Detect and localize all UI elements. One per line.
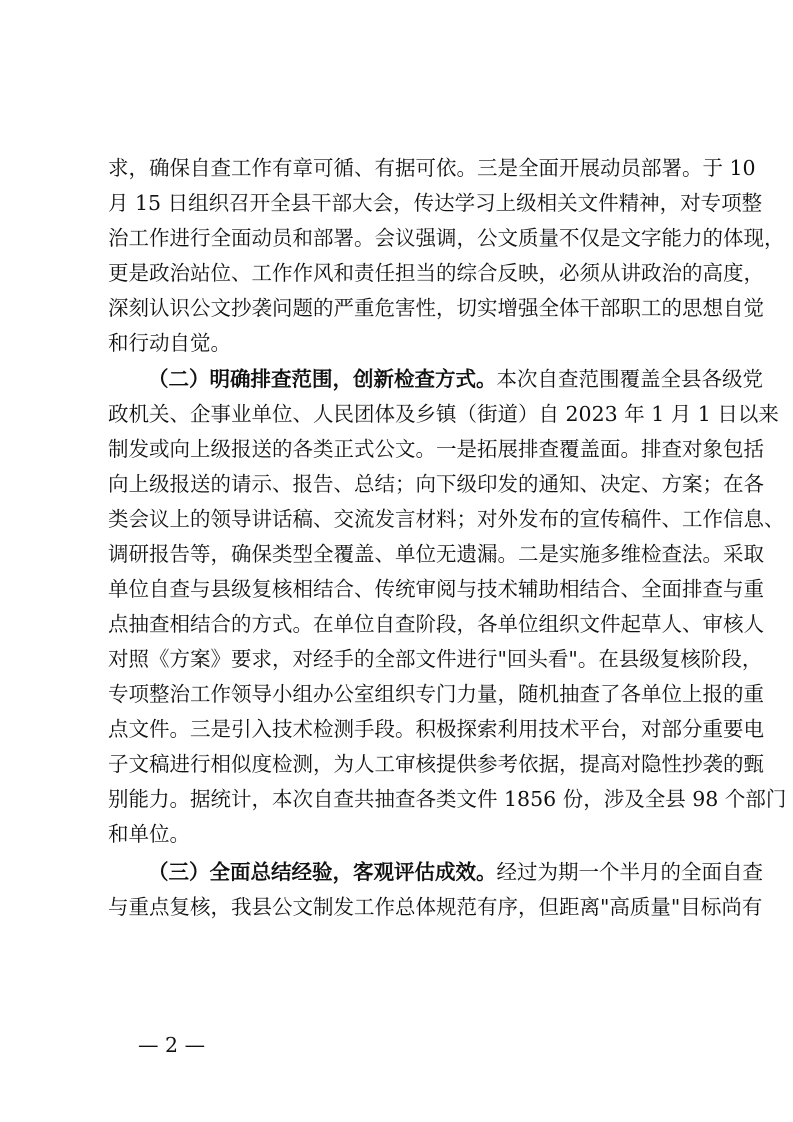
text-line: 更是政治站位、工作作风和责任担当的综合反映，必须从讲政治的高度， [108,261,764,285]
text-line: 单位自查与县级复核相结合、传统审阅与技术辅助相结合、全面排查与重 [108,577,764,601]
text-line: 子文稿进行相似度检测，为人工审核提供参考依据，提高对隐性抄袭的甄 [108,752,764,776]
paragraph-2-first-line [148,362,763,396]
page-number: — 2 — [138,1033,206,1057]
text-line: 类会议上的领导讲话稿、交流发言材料；对外发布的宣传稿件、工作信息、 [108,507,785,531]
text-line: 专项整治工作领导小组办公室组织专门力量，随机抽查了各单位上报的重 [108,682,764,706]
text-line: 政机关、企事业单位、人民团体及乡镇（街道）自 2023 年 1 月 1 日以来 [108,402,779,426]
paragraph-3-text: 经过为期一个半月的全面自查 [496,860,763,884]
text-line: 向上级报送的请示、报告、总结；向下级印发的通知、决定、方案；在各 [108,472,764,496]
text-line: 治工作进行全面动员和部署。会议强调，公文质量不仅是文字能力的体现， [108,226,785,250]
text-line: 求，确保自查工作有章可循、有据可依。三是全面开展动员部署。于 10 [108,156,756,180]
text-line: 调研报告等，确保类型全覆盖、单位无遗漏。二是实施多维检查法。采取 [108,542,764,566]
paragraph-2-heading: （二）明确排查范围，创新检查方式。 [148,367,497,391]
paragraph-2-text: 本次自查范围覆盖全县各级党 [496,367,763,391]
text-line: 与重点复核，我县公文制发工作总体规范有序，但距离"高质量"目标尚有 [108,895,763,919]
text-line: 点抽查相结合的方式。在单位自查阶段，各单位组织文件起草人、审核人 [108,612,764,636]
text-line: 和单位。 [108,822,190,846]
text-line: 制发或向上级报送的各类正式公文。一是拓展排查覆盖面。排查对象包括 [108,437,764,461]
paragraph-3-heading: （三）全面总结经验，客观评估成效。 [148,860,497,884]
text-line: 月 15 日组织召开全县干部大会，传达学习上级相关文件精神，对专项整 [108,191,763,215]
paragraph-3-first-line [148,855,763,889]
text-line: 和行动自觉。 [108,331,231,355]
text-line: 点文件。三是引入技术检测手段。积极探索利用技术平台，对部分重要电 [108,717,764,741]
text-line: 别能力。据统计，本次自查共抽查各类文件 1856 份，涉及全县 98 个部门 [108,787,787,811]
text-line: 深刻认识公文抄袭问题的严重危害性，切实增强全体干部职工的思想自觉 [108,296,764,320]
text-line: 对照《方案》要求，对经手的全部文件进行"回头看"。在县级复核阶段， [108,647,763,671]
